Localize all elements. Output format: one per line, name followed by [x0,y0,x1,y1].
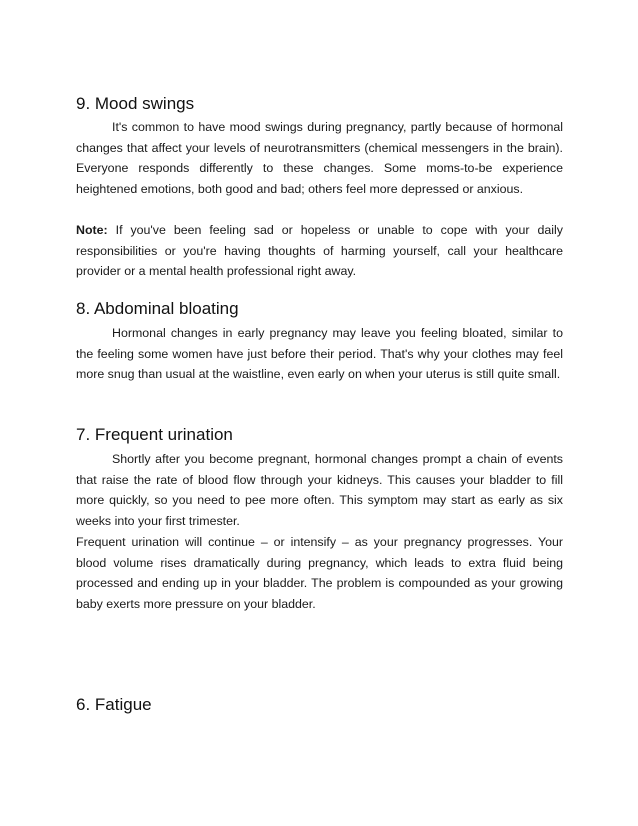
mood-swings-note [76,220,563,282]
note-text: If you've been feeling sad or hopeless or unable to cope with your daily responsibilities or you're having thoughts of harming yourself, call your healthcare provider or a mental health professional right away. [76,223,563,279]
note-label: Note: [76,223,108,237]
section-heading-frequent-urination: 7. Frequent urination [76,425,233,444]
section-heading-abdominal-bloating: 8. Abdominal bloating [76,299,239,318]
section-heading-mood-swings: 9. Mood swings [76,94,195,113]
abdominal-bloating-paragraph: Hormonal changes in early pregnancy may leave you feeling bloated, similar to the feeling some women have just before their period. That's why your clothes may feel more snug than usual at the waistline, even early on when your uterus is still quite small. [76,326,563,382]
frequent-urination-paragraph-2: Frequent urination will continue – or intensify – as your pregnancy progresses. Your blood volume rises dramatically during pregnancy, which leads to extra fluid being processed and ending up in your bladder. The problem is compounded as your growing baby exerts more pressure on your bladder. [76,535,563,612]
section-heading-fatigue: 6. Fatigue [76,695,152,714]
frequent-urination-paragraph-1: Shortly after you become pregnant, hormonal changes prompt a chain of events that raise the rate of blood flow through your kidneys. This causes your bladder to fill more quickly, so you need to pee more often. This symptom may start as early as six weeks into your first trimester. [76,452,563,529]
mood-swings-paragraph: It's common to have mood swings during pregnancy, partly because of hormonal changes that affect your levels of neurotransmitters (chemical messengers in the brain). Everyone responds differently to these changes. Some moms-to-be experience heightened emotions, both good and bad; others feel more depressed or anxious. [76,120,563,197]
